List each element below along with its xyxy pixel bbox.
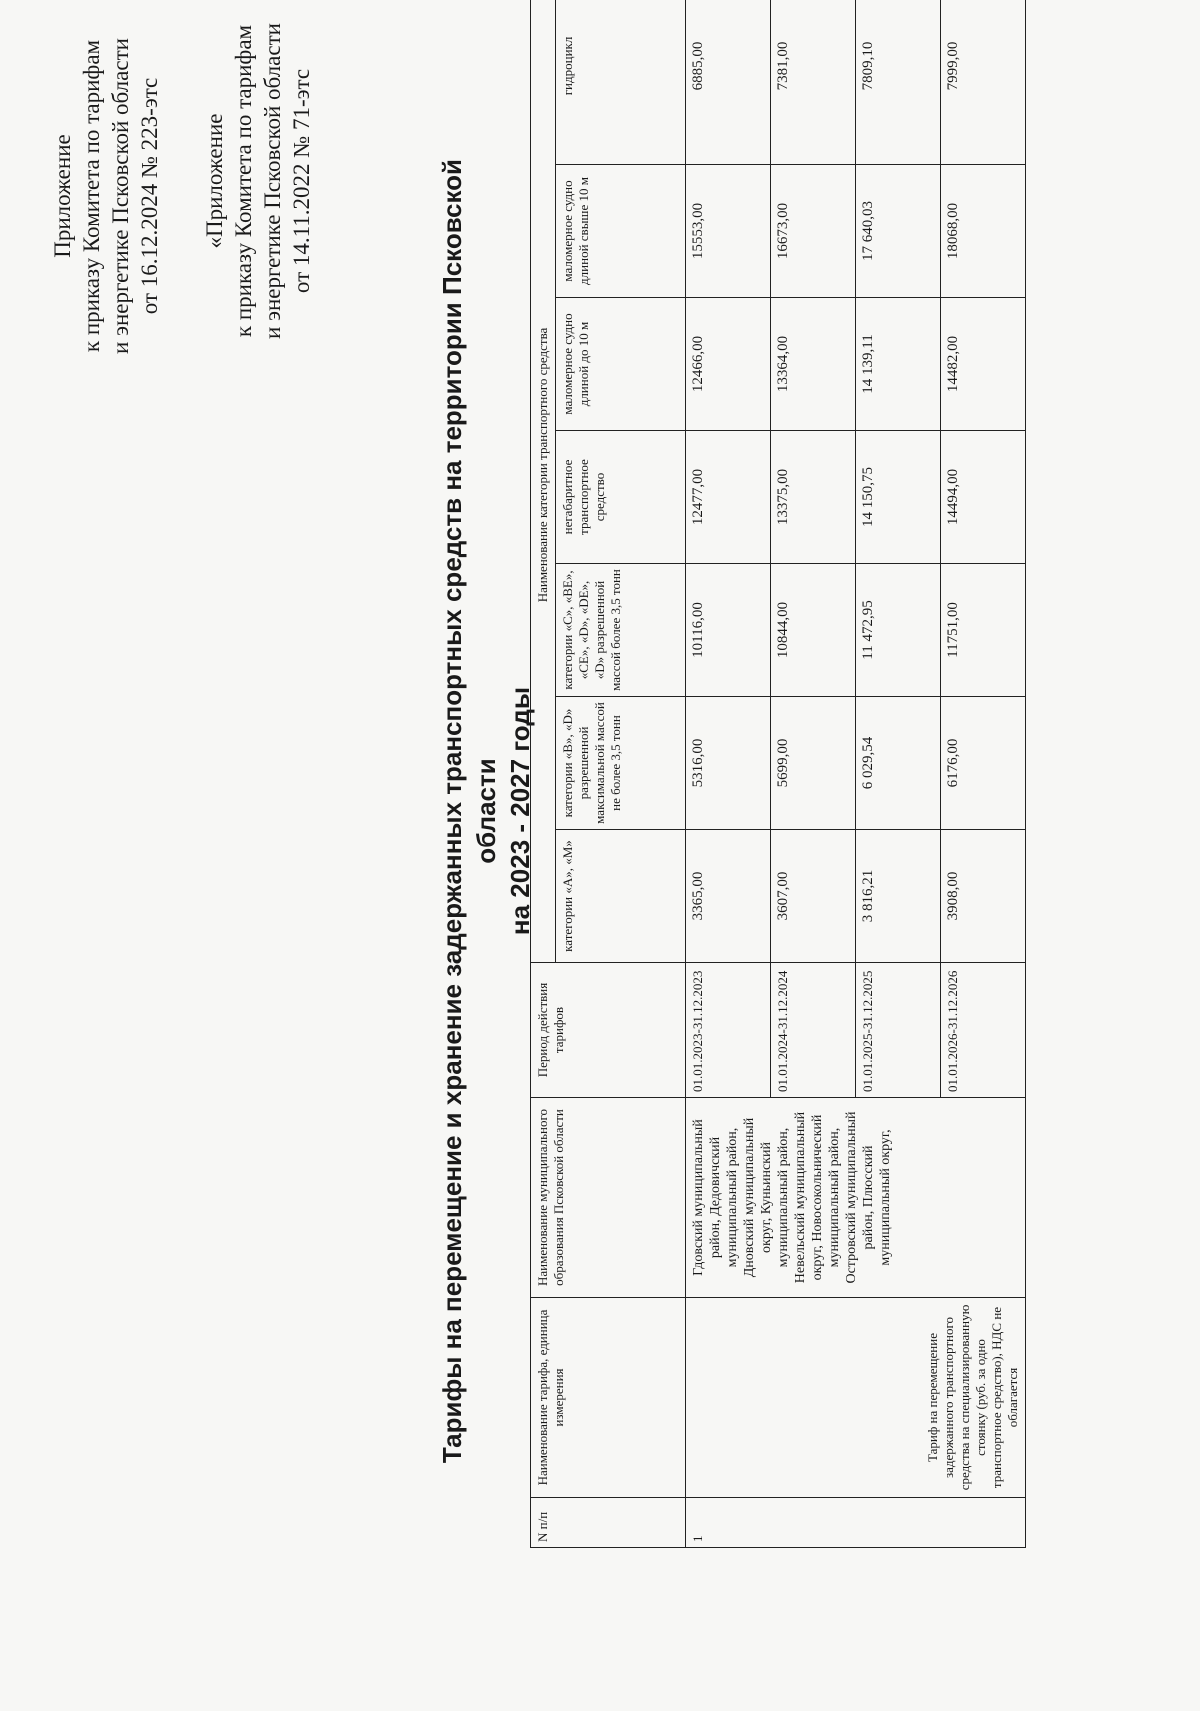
header-new-line3: и энергетике Псковской области bbox=[108, 38, 133, 354]
period-cell: 01.01.2023-31.12.2023 bbox=[686, 963, 771, 1098]
value-cell: 12466,00 bbox=[686, 298, 771, 431]
title-line1: Тарифы на перемещение и хранение задержанных транспортных средств на территории Псковской области bbox=[437, 158, 501, 1464]
header-period: Период действия тарифов bbox=[531, 963, 686, 1098]
value-cell: 14 139,11 bbox=[856, 298, 941, 431]
value-cell: 7999,00 bbox=[941, 0, 1026, 165]
value-cell: 14 150,75 bbox=[856, 431, 941, 564]
header-new-line4: от 16.12.2024 № 223-этс bbox=[137, 77, 162, 315]
value-cell: 6885,00 bbox=[686, 0, 771, 165]
header-new-line1: Приложение bbox=[50, 134, 75, 258]
value-cell: 13364,00 bbox=[771, 298, 856, 431]
header-new-line2: к приказу Комитета по тарифам bbox=[79, 39, 104, 353]
value-cell: 10844,00 bbox=[771, 564, 856, 697]
value-cell: 14482,00 bbox=[941, 298, 1026, 431]
value-cell: 11751,00 bbox=[941, 564, 1026, 697]
municipalities-list: Гдовский муниципальный район, Дедовичский муниципальный район, Дновский муниципальный округ, Куньинский муниципальный район, Невельский муниципальный округ, Новосокольнический муниципальный район, Островский муниципальный район, Плюсский муниципальный округ, bbox=[686, 1098, 1026, 1298]
header-tariff-name: Наименование тарифа, единица измерения bbox=[531, 1298, 686, 1498]
value-cell: 6176,00 bbox=[941, 697, 1026, 830]
value-cell: 7381,00 bbox=[771, 0, 856, 165]
header-category-oversized: негабаритное транспортное средство bbox=[556, 431, 686, 564]
header-category-b-d-light: категории «B», «D» разрешенной максимальной массой не более 3,5 тонн bbox=[556, 697, 686, 830]
value-cell: 6 029,54 bbox=[856, 697, 941, 830]
appendix-header-new bbox=[48, 16, 164, 376]
header-category-group: Наименование категории транспортного средства bbox=[531, 0, 556, 963]
value-cell: 3 816,21 bbox=[856, 830, 941, 963]
header-row bbox=[531, 0, 556, 1548]
value-cell: 18068,00 bbox=[941, 165, 1026, 298]
period-cell: 01.01.2026-31.12.2026 bbox=[941, 963, 1026, 1098]
header-category-small-vessel-long: маломерное судно длиной свыше 10 м bbox=[556, 165, 686, 298]
table-row bbox=[686, 0, 771, 1548]
header-category-small-vessel-short: маломерное судно длиной до 10 м bbox=[556, 298, 686, 431]
tariff-table bbox=[530, 0, 1026, 1548]
document-title bbox=[435, 111, 537, 1511]
value-cell: 12477,00 bbox=[686, 431, 771, 564]
appendix-header-old bbox=[200, 0, 316, 366]
header-municipality: Наименование муниципального образования Псковской области bbox=[531, 1098, 686, 1298]
row-number: 1 bbox=[686, 1498, 1026, 1548]
value-cell: 10116,00 bbox=[686, 564, 771, 697]
value-cell: 13375,00 bbox=[771, 431, 856, 564]
header-category-c-heavy: категории «C», «BE», «CE», «D», «DE», «D» разрешенной массой более 3,5 тонн bbox=[556, 564, 686, 697]
value-cell: 5699,00 bbox=[771, 697, 856, 830]
value-cell: 16673,00 bbox=[771, 165, 856, 298]
value-cell: 11 472,95 bbox=[856, 564, 941, 697]
period-cell: 01.01.2024-31.12.2024 bbox=[771, 963, 856, 1098]
value-cell: 14494,00 bbox=[941, 431, 1026, 564]
value-cell: 3365,00 bbox=[686, 830, 771, 963]
header-old-line3: и энергетике Псковской области bbox=[260, 23, 285, 339]
header-old-line4: от 14.11.2022 № 71-этс bbox=[289, 68, 314, 294]
value-cell: 3607,00 bbox=[771, 830, 856, 963]
header-num: N п/п bbox=[531, 1498, 686, 1548]
period-cell: 01.01.2025-31.12.2025 bbox=[856, 963, 941, 1098]
header-old-line1: «Приложение bbox=[202, 113, 227, 249]
title-line2: на 2023 - 2027 годы bbox=[505, 686, 535, 936]
value-cell: 7809,10 bbox=[856, 0, 941, 165]
value-cell: 5316,00 bbox=[686, 697, 771, 830]
header-category-a-m: категории «A», «M» bbox=[556, 830, 686, 963]
value-cell: 15553,00 bbox=[686, 165, 771, 298]
header-old-line2: к приказу Комитета по тарифам bbox=[231, 24, 256, 338]
header-category-jetski: гидроцикл bbox=[556, 0, 686, 165]
value-cell: 17 640,03 bbox=[856, 165, 941, 298]
value-cell: 3908,00 bbox=[941, 830, 1026, 963]
tariff-description: Тариф на перемещение задержанного транспортного средства на специализированную стоянку (руб. за одно транспортное средство), НДС не облагается bbox=[686, 1298, 1026, 1498]
